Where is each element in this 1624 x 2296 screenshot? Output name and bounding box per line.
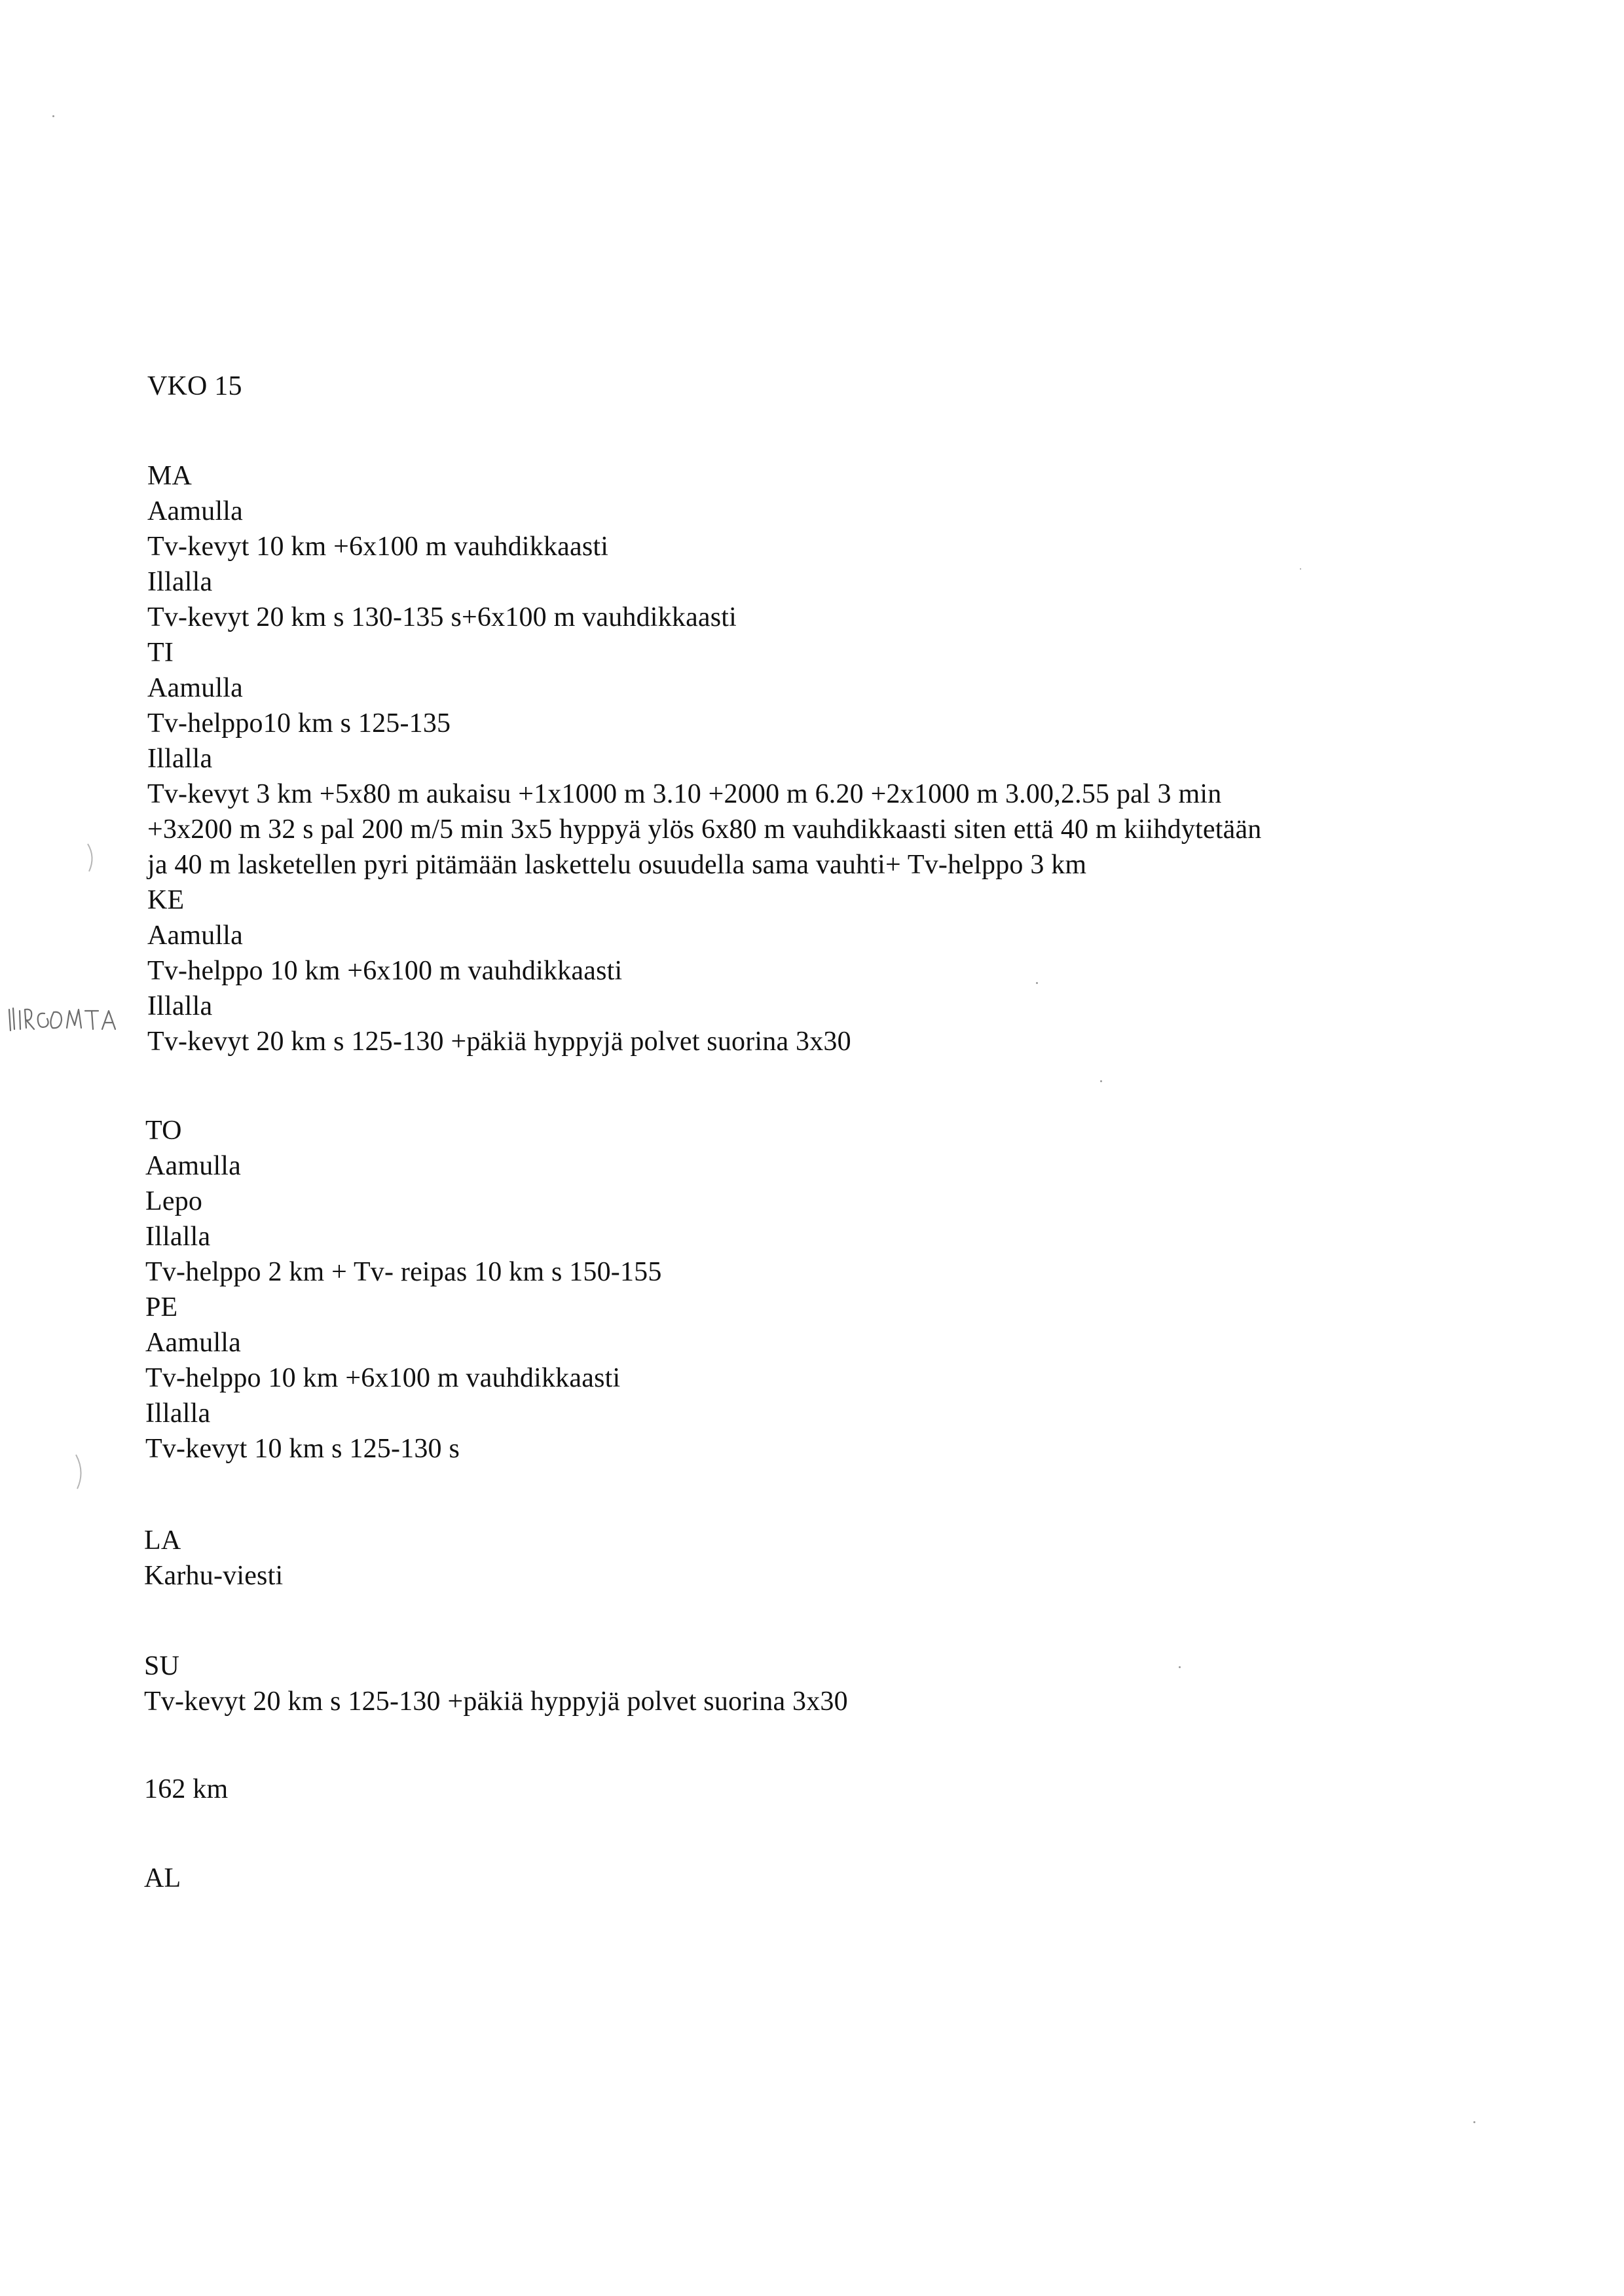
- workout-line: Karhu-viesti: [144, 1561, 284, 1591]
- session-label: Aamulla: [147, 496, 244, 526]
- session-label: Illalla: [147, 991, 213, 1021]
- workout-line: Tv-kevyt 10 km +6x100 m vauhdikkaasti: [147, 532, 609, 562]
- workout-line: Tv-helppo 10 km +6x100 m vauhdikkaasti: [147, 956, 623, 986]
- author-initials: AL: [144, 1863, 181, 1893]
- workout-line: Lepo: [145, 1186, 203, 1216]
- scan-speck: [1473, 2121, 1475, 2123]
- margin-bracket-mark: [72, 1452, 88, 1491]
- workout-line: Tv-kevyt 10 km s 125-130 s: [145, 1434, 460, 1464]
- workout-line: Tv-kevyt 20 km s 125-130 +päkiä hyppyjä polvet suorina 3x30: [144, 1686, 848, 1717]
- scan-speck: [1100, 1080, 1102, 1082]
- workout-line: Tv-kevyt 20 km s 130-135 s+6x100 m vauhdikkaasti: [147, 602, 737, 632]
- session-label: Aamulla: [145, 1151, 242, 1181]
- day-label-su: SU: [144, 1651, 180, 1681]
- scan-speck: [1300, 568, 1301, 570]
- day-label-ma: MA: [147, 461, 193, 491]
- session-label: Aamulla: [147, 920, 244, 951]
- day-label-ke: KE: [147, 885, 185, 915]
- session-label: Aamulla: [145, 1328, 242, 1358]
- margin-bracket-mark: [84, 841, 100, 874]
- session-label: Illalla: [145, 1398, 211, 1429]
- workout-line: Tv-kevyt 3 km +5x80 m aukaisu +1x1000 m 3.10 +2000 m 6.20 +2x1000 m 3.00,2.55 pal 3 min: [147, 779, 1222, 809]
- session-label: Illalla: [147, 567, 213, 597]
- session-label: Aamulla: [147, 673, 244, 703]
- day-label-ti: TI: [147, 638, 174, 668]
- session-label: Illalla: [147, 744, 213, 774]
- workout-line: +3x200 m 32 s pal 200 m/5 min 3x5 hyppyä ylös 6x80 m vauhdikkaasti siten että 40 m kiihdytetään: [147, 814, 1262, 845]
- workout-line: Tv-kevyt 20 km s 125-130 +päkiä hyppyjä polvet suorina 3x30: [147, 1027, 851, 1057]
- scan-speck: [52, 115, 54, 117]
- workout-line: Tv-helppo10 km s 125-135: [147, 708, 451, 738]
- workout-line: Tv-helppo 10 km +6x100 m vauhdikkaasti: [145, 1363, 621, 1393]
- session-label: Illalla: [145, 1222, 211, 1252]
- day-label-pe: PE: [145, 1292, 178, 1322]
- workout-line: Tv-helppo 2 km + Tv- reipas 10 km s 150-155: [145, 1257, 662, 1287]
- day-label-la: LA: [144, 1525, 181, 1556]
- workout-line: ja 40 m lasketellen pyri pitämään laskettelu osuudella sama vauhti+ Tv-helppo 3 km: [147, 850, 1087, 880]
- handwritten-note: [7, 1002, 118, 1034]
- scan-speck: [1179, 1666, 1181, 1668]
- weekly-total: 162 km: [144, 1774, 229, 1804]
- scan-speck: [1036, 982, 1038, 984]
- week-heading: VKO 15: [147, 371, 242, 401]
- day-label-to: TO: [145, 1116, 182, 1146]
